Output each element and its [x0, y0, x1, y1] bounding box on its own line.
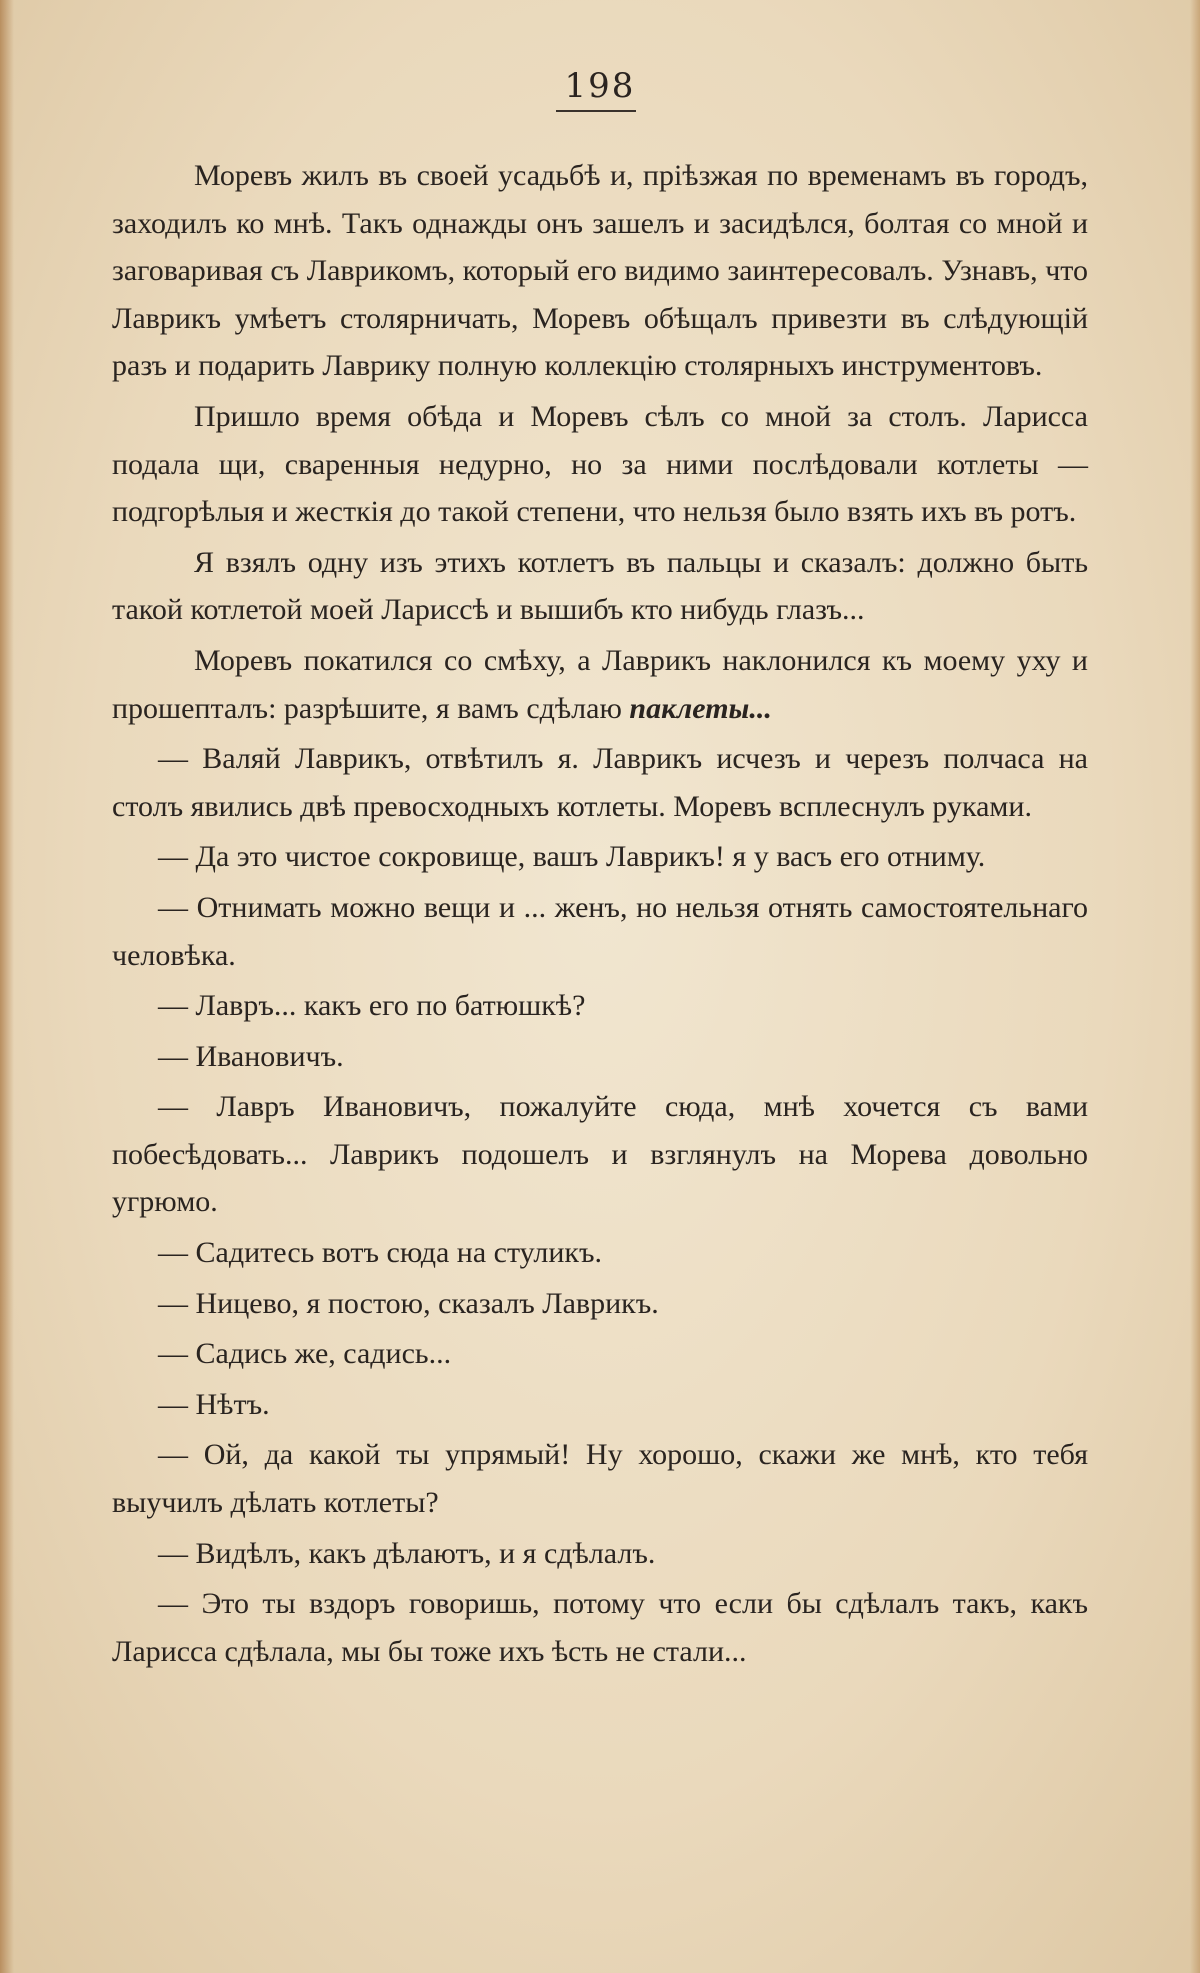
page-number-rule [556, 110, 636, 112]
dialogue-line: — Отнимать можно вещи и ... женъ, но нельзя отнять самостоятельнаго человѣка. [112, 890, 1088, 972]
dialogue-line: — Ой, да какой ты упрямый! Ну хорошо, скажи же мнѣ, кто тебя выучилъ дѣлать котлеты? [112, 1438, 1088, 1520]
page-number: 198 [564, 66, 636, 106]
paragraph-text: Моревъ покатился со смѣху, а Лаврикъ наклонился къ моему уху и прошепталъ: разрѣшите, я вамъ сдѣлаю [112, 643, 1088, 725]
page-body [112, 152, 1088, 1678]
page-edge-right [1190, 0, 1200, 1973]
paragraph: Я взялъ одну изъ этихъ котлетъ въ пальцы и сказалъ: должно быть такой котлетой моей Лариссѣ и вышибъ кто нибудь глазъ... [112, 545, 1088, 627]
dialogue-line: — Лавръ Ивановичъ, пожалуйте сюда, мнѣ хочется съ вами побесѣдовать... Лаврикъ подошелъ и взглянулъ на Морева довольно угрюмо. [112, 1090, 1088, 1219]
italic-word: паклеты... [629, 691, 772, 725]
paragraph [112, 637, 1088, 732]
dialogue-line: — Валяй Лаврикъ, отвѣтилъ я. Лаврикъ исчезъ и черезъ полчаса на столъ явились двѣ превосходныхъ котлеты. Моревъ всплеснулъ руками. [112, 742, 1088, 823]
dialogue-line: — Лавръ... какъ его по батюшкѣ? [158, 989, 586, 1023]
dialogue-line: — Нѣтъ. [158, 1387, 270, 1421]
dialogue-line: — Ницево, я постою, сказалъ Лаврикъ. [158, 1286, 659, 1320]
paragraph: Моревъ жилъ въ своей усадьбѣ и, пріѣзжая по временамъ въ городъ, заходилъ ко мнѣ. Такъ однажды онъ зашелъ и засидѣлся, болтая со мной и заговаривая съ Лаврикомъ, который его видимо заинтересовалъ. Узнавъ, что Лаврикъ умѣетъ столярничать, Моревъ обѣщалъ привезти въ слѣдующій разъ и подарить Лаврику полную коллекцію столярныхъ инструментовъ. [112, 159, 1088, 383]
dialogue-line: — Это ты вздоръ говоришь, потому что если бы сдѣлалъ такъ, какъ Ларисса сдѣлала, мы бы тоже ихъ ѣсть не стали... [112, 1587, 1088, 1668]
dialogue-line: — Ивановичъ. [158, 1039, 344, 1073]
dialogue-line: — Видѣлъ, какъ дѣлаютъ, и я сдѣлалъ. [158, 1536, 656, 1570]
page-edge-left [0, 0, 14, 1973]
dialogue-line: — Садитесь вотъ сюда на стуликъ. [158, 1236, 602, 1270]
dialogue-line: — Садись же, садись... [158, 1337, 452, 1371]
paragraph: Пришло время обѣда и Моревъ сѣлъ со мной за столъ. Ларисса подала щи, сваренныя недурно, но за ними послѣдовали котлеты — подгорѣлыя и жесткія до такой степени, что нельзя было взять ихъ въ ротъ. [112, 399, 1088, 529]
dialogue-line: — Да это чистое сокровище, вашъ Лаврикъ! я у васъ его отниму. [158, 840, 986, 874]
